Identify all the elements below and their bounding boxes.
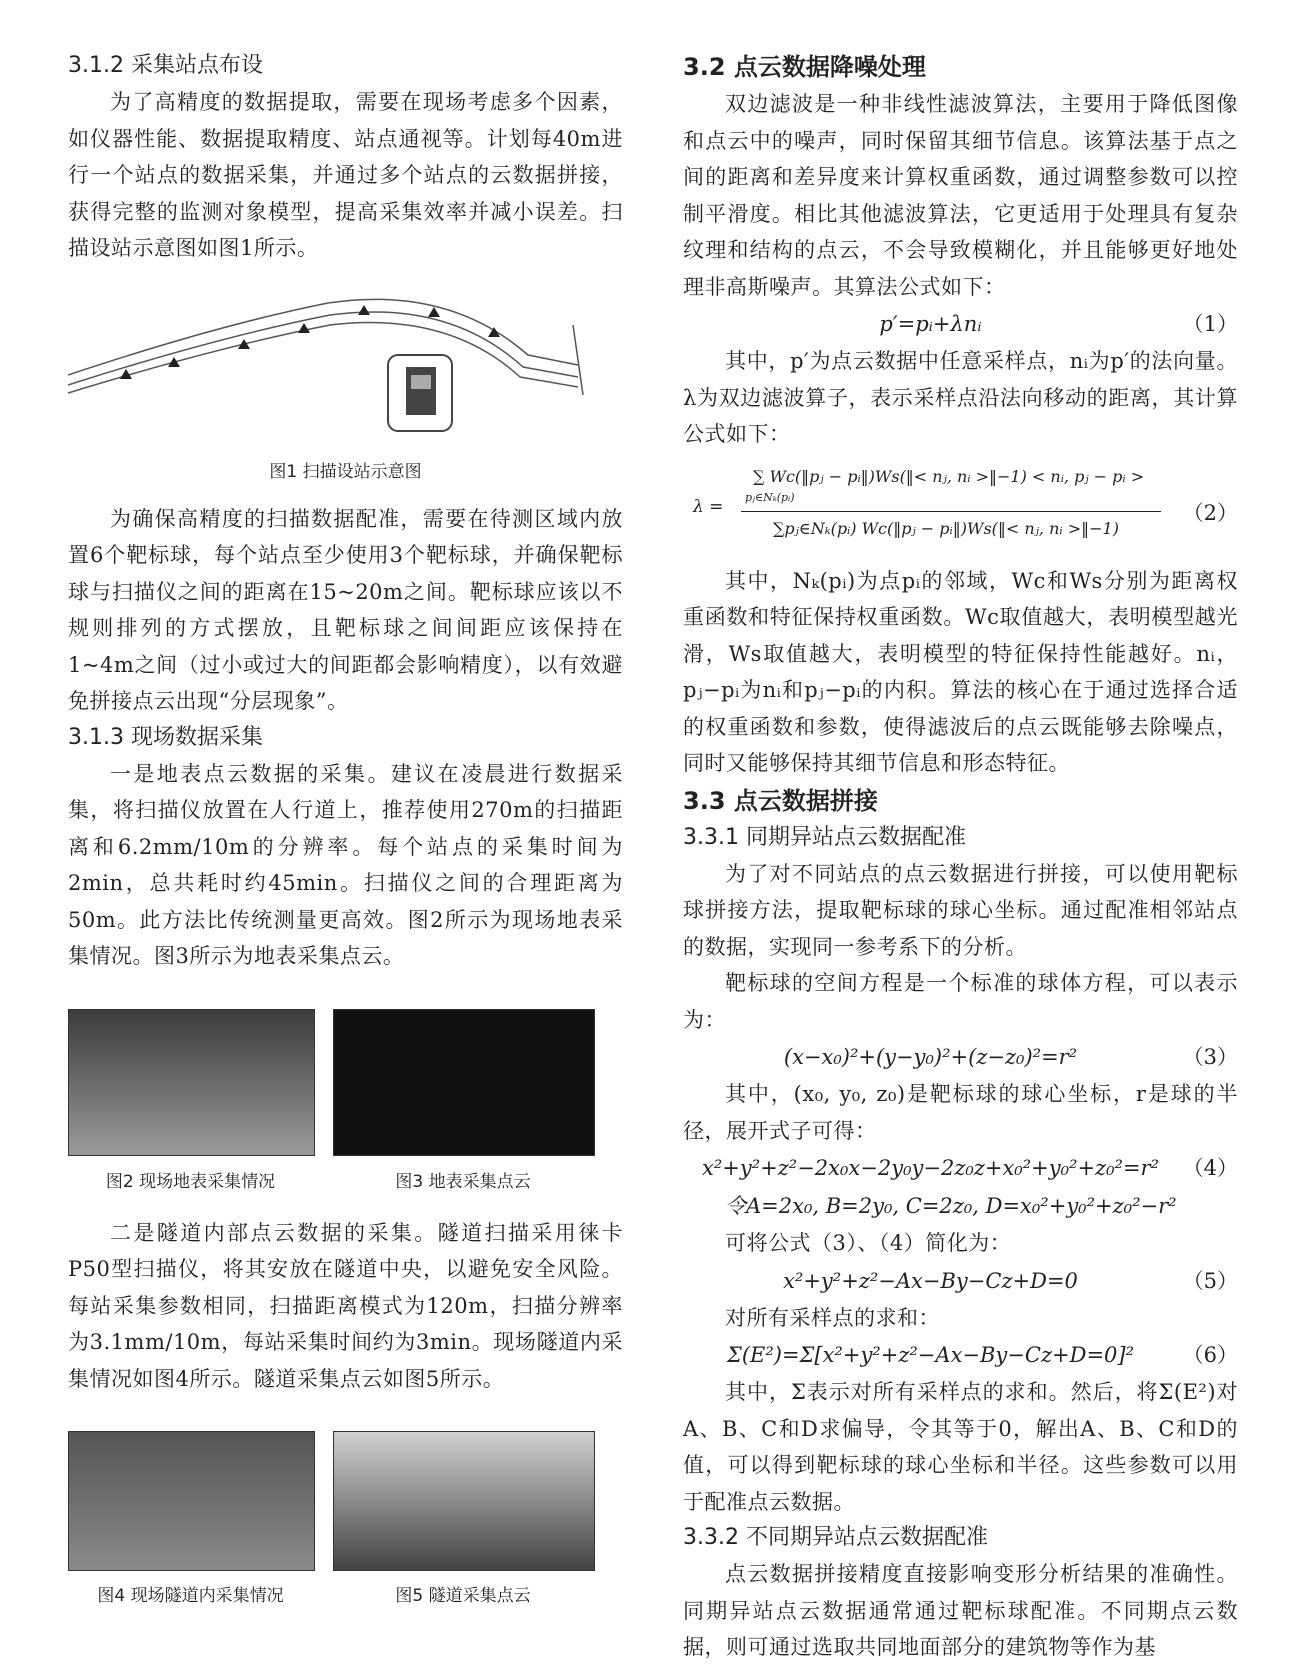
equation-3-body: (x−x₀)²+(y−y₀)²+(z−z₀)²=r² — [783, 1045, 1078, 1069]
figure-3-caption: 图3 地表采集点云 — [395, 1171, 531, 1192]
figure-1 — [68, 285, 623, 495]
equation-2-denominator: ∑pⱼ∈Nₖ(pᵢ) Wc(‖pⱼ − pᵢ‖)Ws(‖< nⱼ, nᵢ >‖−1) — [773, 518, 1119, 538]
equation-4-number: （4） — [1182, 1156, 1238, 1180]
equation-2-number: （2） — [1182, 500, 1238, 525]
equation-4 — [683, 1149, 1238, 1187]
substitution-text: 令A=2x₀, B=2y₀, C=2z₀, D=x₀²+y₀²+z₀²−r² — [725, 1194, 1177, 1218]
figure-2-photo — [68, 1009, 315, 1156]
substitution-line — [683, 1187, 1238, 1225]
paragraph: 双边滤波是一种非线性滤波算法，主要用于降低图像和点云中的噪声，同时保留其细节信息。该算法基于点之间的距离和差异度来计算权重函数，通过调整参数可以控制平滑度。相比其他滤波算法，它更适用于处理具有复杂纹理和结构的点云，不会导致模糊化，并且能够更好地处理非高斯噪声。其算法公式如下： — [683, 92, 1238, 299]
fraction-bar — [741, 511, 1161, 512]
section-heading-3-3: 3.3 点云数据拼接 — [683, 786, 878, 815]
section-heading-3-1-2: 3.1.2 采集站点布设 — [68, 53, 263, 78]
section-heading-3-2: 3.2 点云数据降噪处理 — [683, 53, 926, 81]
equation-6-number: （6） — [1182, 1343, 1238, 1367]
figure-5-caption: 图5 隧道采集点云 — [395, 1586, 531, 1606]
figure-4-photo — [68, 1431, 315, 1571]
equation-3 — [683, 1038, 1238, 1076]
paragraph: 点云数据拼接精度直接影响变形分析结果的准确性。同期异站点云数据通常通过靶标球配准。不同期点云数据，则可通过选取共同地面部分的建筑物等作为基 — [683, 1562, 1238, 1659]
equation-3-number: （3） — [1182, 1045, 1238, 1069]
equation-5-body: x²+y²+z²−Ax−By−Cz+D=0 — [783, 1268, 1078, 1293]
equation-1-number: （1） — [1182, 312, 1238, 336]
section-heading-3-3-1: 3.3.1 同期异站点云数据配准 — [683, 824, 966, 850]
paragraph: 一是地表点云数据的采集。建议在凌晨进行数据采集，将扫描仪放置在人行道上，推荐使用270m的扫描距离和6.2mm/10m的分辨率。每个站点的采集时间为2min，总共耗时约45min。扫描仪之间的合理距离为50m。此方法比传统测量更高效。图2所示为现场地表采集情况。图3所示为地表采集点云。 — [68, 761, 623, 968]
equation-5-number: （5） — [1182, 1268, 1238, 1293]
equation-2 — [683, 453, 1238, 563]
figure-4-caption: 图4 现场隧道内采集情况 — [97, 1586, 284, 1606]
paragraph: 其中，p′为点云数据中任意采样点，nᵢ为p′的法向量。λ为双边滤波算子，表示采样点沿法向移动的距离，其计算公式如下： — [683, 349, 1238, 446]
figure-1-caption: 图1 扫描设站示意图 — [269, 461, 422, 482]
paragraph: 为了对不同站点的点云数据进行拼接，可以使用靶标球拼接方法，提取靶标球的球心坐标。通过配准相邻站点的数据，实现同一参考系下的分析。 — [683, 861, 1238, 959]
station-layout-diagram — [68, 285, 623, 445]
paragraph: 其中，(x₀, y₀, z₀)是靶标球的球心坐标，r是球的半径，展开式子可得： — [683, 1082, 1238, 1143]
right-column — [683, 48, 1238, 1666]
figures-2-3 — [68, 1009, 623, 1205]
figure-3-pointcloud — [333, 1009, 595, 1156]
equation-6-body: Σ(E²)=Σ[x²+y²+z²−Ax−By−Cz+D=0]² — [726, 1343, 1135, 1367]
equation-6 — [683, 1336, 1238, 1374]
paragraph: 其中，Σ表示对所有采样点的求和。然后，将Σ(E²)对A、B、C和D求偏导，令其等于0，解出A、B、C和D的值，可以得到靶标球的球心坐标和半径。这些参数可以用于配准点云数据。 — [683, 1380, 1238, 1514]
equation-5 — [683, 1262, 1238, 1300]
left-column — [68, 48, 623, 1621]
figures-4-5 — [68, 1431, 623, 1621]
section-heading-3-1-3: 3.1.3 现场数据采集 — [68, 724, 263, 750]
figure-5-pointcloud — [333, 1431, 595, 1571]
paragraph: 为确保高精度的扫描数据配准，需要在待测区域内放置6个靶标球，每个站点至少使用3个靶标球，并确保靶标球与扫描仪之间的距离在15~20m之间。靶标球应该以不规则排列的方式摆放，且靶标球之间间距应该保持在1~4m之间（过小或过大的间距都会影响精度），以有效避免拼接点云出现“分层现象”。 — [68, 506, 623, 713]
equation-2-numerator: ∑ Wc(‖pⱼ − pᵢ‖)Ws(‖< nⱼ, nᵢ >‖−1) < nᵢ, pⱼ − pᵢ > — [753, 466, 1145, 486]
paragraph: 可将公式（3）、（4）简化为： — [725, 1231, 1012, 1255]
equation-2-lhs: λ = — [693, 496, 724, 517]
equation-1-body: p′=pᵢ+λnᵢ — [879, 312, 982, 336]
paragraph: 靶标球的空间方程是一个标准的球体方程，可以表示为： — [683, 971, 1238, 1032]
equation-2-numerator-subscript: pⱼ∈Nₖ(pᵢ) — [745, 490, 795, 504]
equation-4-body: x²+y²+z²−2x₀x−2y₀y−2z₀z+x₀²+y₀²+z₀²=r² — [701, 1156, 1159, 1180]
paragraph: 对所有采样点的求和： — [725, 1305, 940, 1330]
paragraph: 为了高精度的数据提取，需要在现场考虑多个因素，如仪器性能、数据提取精度、站点通视等。计划每40m进行一个站点的数据采集，并通过多个站点的云数据拼接，获得完整的监测对象模型，提高采集效率并减小误差。扫描设站示意图如图1所示。 — [68, 90, 623, 260]
paragraph: 其中，Nₖ(pᵢ)为点pᵢ的邻域，Wc和Ws分别为距离权重函数和特征保持权重函数。Wc取值越大，表明模型越光滑，Ws取值越大，表明模型的特征保持性能越好。nᵢ，pⱼ−pᵢ为nᵢ和pⱼ−pᵢ的内积。算法的核心在于通过选择合适的权重函数和参数，使得滤波后的点云既能够去除噪点，同时又能够保持其细节信息和形态特征。 — [683, 568, 1238, 775]
equation-1 — [683, 305, 1238, 343]
section-heading-3-3-2: 3.3.2 不同期异站点云数据配准 — [683, 1525, 988, 1550]
figure-2-caption: 图2 现场地表采集情况 — [105, 1171, 276, 1192]
paragraph: 二是隧道内部点云数据的采集。隧道扫描采用徕卡P50型扫描仪，将其安放在隧道中央，以避免安全风险。每站采集参数相同，扫描距离模式为120m，扫描分辨率为3.1mm/10m，每站采集时间约为3min。现场隧道内采集情况如图4所示。隧道采集点云如图5所示。 — [68, 1220, 623, 1391]
